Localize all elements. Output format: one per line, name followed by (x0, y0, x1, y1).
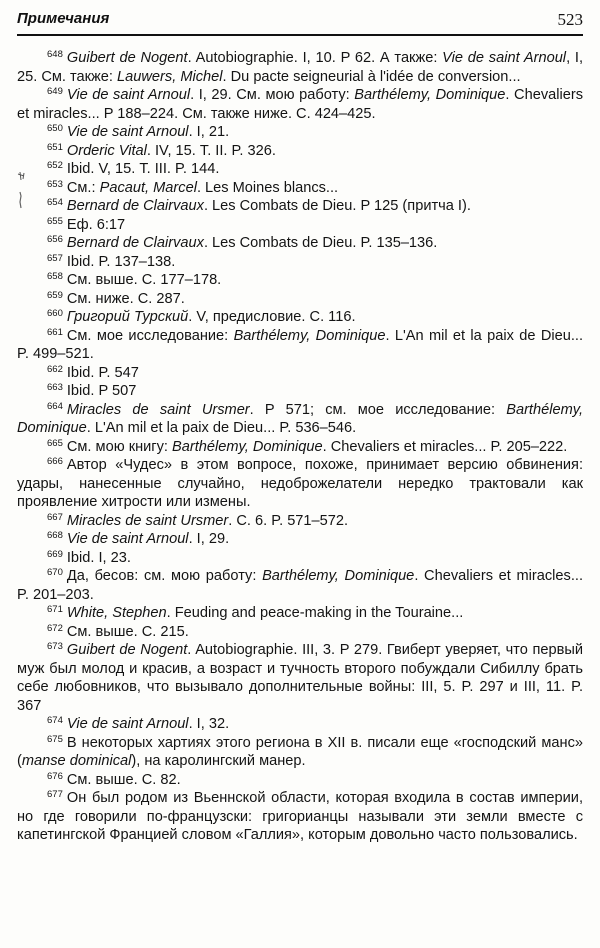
endnotes-list (17, 49, 583, 845)
endnote-number: 649 (47, 86, 63, 97)
endnote-number: 666 (47, 456, 63, 467)
citation-italic: Григорий Турский (66, 309, 189, 325)
citation-italic: Pacaut, Marcel (99, 179, 197, 196)
citation-italic: Barthélemy, Dominique (172, 438, 323, 455)
endnote (17, 197, 583, 216)
endnote-text: . I, 29. (188, 531, 230, 547)
endnote (17, 142, 583, 161)
endnote-text: . L'An mil et la paix de Dieu... P. 499–521. (17, 327, 583, 362)
endnote-text: См. мою книгу: (66, 438, 173, 455)
citation-italic: Vie de saint Arnoul (442, 50, 567, 66)
endnote (17, 216, 583, 235)
endnote-text: . P 571; см. мое исследование: (249, 401, 507, 418)
endnote-text: . Chevaliers et miracles... P 188–224. См. также ниже. С. 424–425. (17, 87, 583, 122)
endnote-text: Ibid. I, 23. (66, 549, 131, 566)
endnote-text: Ibid. P 507 (66, 383, 137, 399)
endnote-text: См.: (66, 179, 100, 196)
endnote-number: 656 (47, 234, 63, 245)
endnote-text: Да, бесов: см. мою работу: (66, 568, 263, 584)
endnote-number: 674 (47, 715, 63, 726)
header-rule (17, 34, 583, 36)
endnote (17, 382, 583, 401)
endnote-number: 672 (47, 622, 63, 634)
endnote-text: См. выше. С. 82. (66, 771, 181, 788)
citation-italic: Orderic Vital (66, 142, 147, 159)
endnote-text: . I, 21. (188, 124, 230, 140)
citation-italic: Barthélemy, Dominique (17, 401, 583, 436)
citation-italic: Vie de saint Arnoul (66, 124, 189, 140)
endnote (17, 290, 583, 309)
endnote (17, 234, 583, 253)
endnote (17, 567, 583, 604)
endnote-number: 659 (47, 289, 63, 301)
endnote (17, 456, 583, 512)
endnote-text: . Chevaliers et miracles... P. 201–203. (17, 568, 584, 603)
endnote-text: . Les Combats de Dieu. P 125 (притча I). (203, 198, 471, 214)
endnote (17, 549, 583, 568)
endnote (17, 401, 583, 438)
endnote-text: Он был родом из Вьеннской области, которая входила в состав империи, но где говорили по-французски: григорианцы называли эти земли вместе с капетингской Францией словом «Галлия», которым довольно часто пользовались. (17, 790, 583, 843)
endnote-text: . С. 6. P. 571–572. (228, 512, 349, 529)
endnote-text: См. ниже. С. 287. (66, 290, 185, 307)
endnote-text: . Les Combats de Dieu. P. 135–136. (203, 235, 438, 251)
citation-italic: Miracles de saint Ursmer (66, 512, 229, 529)
endnote-number: 660 (47, 308, 63, 319)
endnote (17, 715, 583, 734)
citation-italic: White, Stephen (66, 605, 167, 621)
endnote-text: . Les Moines blancs... (196, 179, 339, 196)
citation-italic: Bernard de Clairvaux (66, 198, 204, 214)
endnote (17, 179, 583, 198)
endnote (17, 327, 583, 364)
endnote-text: . I, 32. (188, 716, 230, 732)
endnote-text: . Du pacte seigneurial à l'idée de conversion... (222, 68, 521, 85)
section-title: Примечания (17, 10, 110, 27)
endnote-number: 676 (47, 770, 63, 782)
endnote-number: 664 (47, 400, 63, 412)
endnote-number: 650 (47, 123, 63, 134)
endnote (17, 438, 583, 457)
endnote-text: . Chevaliers et miracles... P. 205–222. (322, 438, 568, 455)
endnote-text: См. выше. С. 177–178. (66, 272, 222, 288)
endnote-number: 670 (47, 567, 63, 578)
endnote-text: Ibid. P. 137–138. (66, 253, 176, 270)
endnote-text: ), на каролингский манер. (131, 753, 306, 769)
endnote (17, 789, 583, 845)
endnote-text: . Autobiographie. III, 3. P 279. Гвиберт уверяет, что первый муж был молод и красив, а возраст и тучность второго побуждали Сибиллу брать себе любовников, что вызывало дополнительные войны: III, 5. P. 297 и III, 11. P. 367 (17, 642, 583, 714)
endnote (17, 734, 583, 771)
citation-italic: Barthélemy, Dominique (262, 568, 415, 584)
endnote-text: В некоторых хартиях этого региона в XII в. писали еще «господский манс» ( (17, 734, 583, 769)
endnote-text: . I, 29. См. мою работу: (190, 87, 355, 103)
endnote-number: 655 (47, 215, 63, 227)
endnote (17, 641, 583, 715)
endnote-number: 673 (47, 641, 63, 652)
endnote-text: , I, 25. См. также: (17, 50, 584, 85)
endnote (17, 271, 583, 290)
endnote-text: Автор «Чудес» в этом вопросе, похоже, принимает версию обвинения: удары, нанесенные случайно, недоброжелатели нередко трактовали как проявление хитрости или измены. (17, 457, 583, 510)
citation-italic: Barthélemy, Dominique (354, 87, 506, 103)
endnote (17, 308, 583, 327)
endnote (17, 604, 583, 623)
citation-italic: Miracles de saint Ursmer (66, 401, 250, 418)
citation-italic: Bernard de Clairvaux (66, 235, 204, 251)
endnote (17, 123, 583, 142)
endnote-text: Ibid. P. 547 (66, 364, 139, 381)
endnote-number: 675 (47, 733, 63, 745)
citation-italic: Barthélemy, Dominique (233, 327, 386, 344)
endnote (17, 253, 583, 272)
endnote-text: См. мое исследование: (66, 327, 234, 344)
endnote-text: Еф. 6:17 (66, 216, 126, 233)
endnote-number: 661 (47, 326, 63, 338)
endnote (17, 530, 583, 549)
endnote (17, 771, 583, 790)
endnote-number: 668 (47, 530, 63, 541)
endnote-text: . L'An mil et la paix de Dieu... P. 536–546. (86, 420, 357, 436)
endnote-number: 667 (47, 511, 63, 523)
endnote-number: 663 (47, 382, 63, 393)
page-number: 523 (557, 10, 583, 29)
citation-italic: Guibert de Nogent (66, 50, 188, 66)
citation-italic: Vie de saint Arnoul (66, 87, 191, 103)
citation-italic: Guibert de Nogent (66, 642, 188, 658)
endnote-number: 648 (47, 49, 63, 60)
endnote-number: 671 (47, 604, 63, 615)
endnote (17, 364, 583, 383)
endnote-number: 653 (47, 178, 63, 190)
endnote-text: . V, предисловие. С. 116. (188, 309, 356, 325)
citation-italic: Lauwers, Michel (117, 68, 223, 85)
citation-italic: Vie de saint Arnoul (66, 531, 189, 547)
endnote-number: 651 (47, 141, 63, 153)
endnote-text: См. выше. С. 215. (66, 623, 189, 640)
endnote-number: 654 (47, 197, 63, 208)
endnote-number: 658 (47, 271, 63, 282)
endnote (17, 623, 583, 642)
endnote (17, 86, 583, 123)
endnote-number: 657 (47, 252, 63, 264)
endnote (17, 512, 583, 531)
endnote (17, 160, 583, 179)
endnote-text: Ibid. V, 15. Т. III. P. 144. (66, 161, 220, 177)
endnote-text: . Feuding and peace-making in the Touraine... (166, 605, 464, 621)
endnote-text: . IV, 15. Т. II. P. 326. (146, 142, 276, 159)
endnote-number: 652 (47, 160, 63, 171)
endnote-number: 677 (47, 789, 63, 800)
endnote-number: 662 (47, 363, 63, 375)
citation-italic: manse dominical (21, 753, 132, 769)
citation-italic: Vie de saint Arnoul (66, 716, 189, 732)
endnote-text: . Autobiographie. I, 10. P 62. А также: (187, 50, 443, 66)
endnote-number: 665 (47, 437, 63, 449)
endnote (17, 49, 583, 86)
running-header (17, 6, 583, 32)
endnote-number: 669 (47, 548, 63, 560)
